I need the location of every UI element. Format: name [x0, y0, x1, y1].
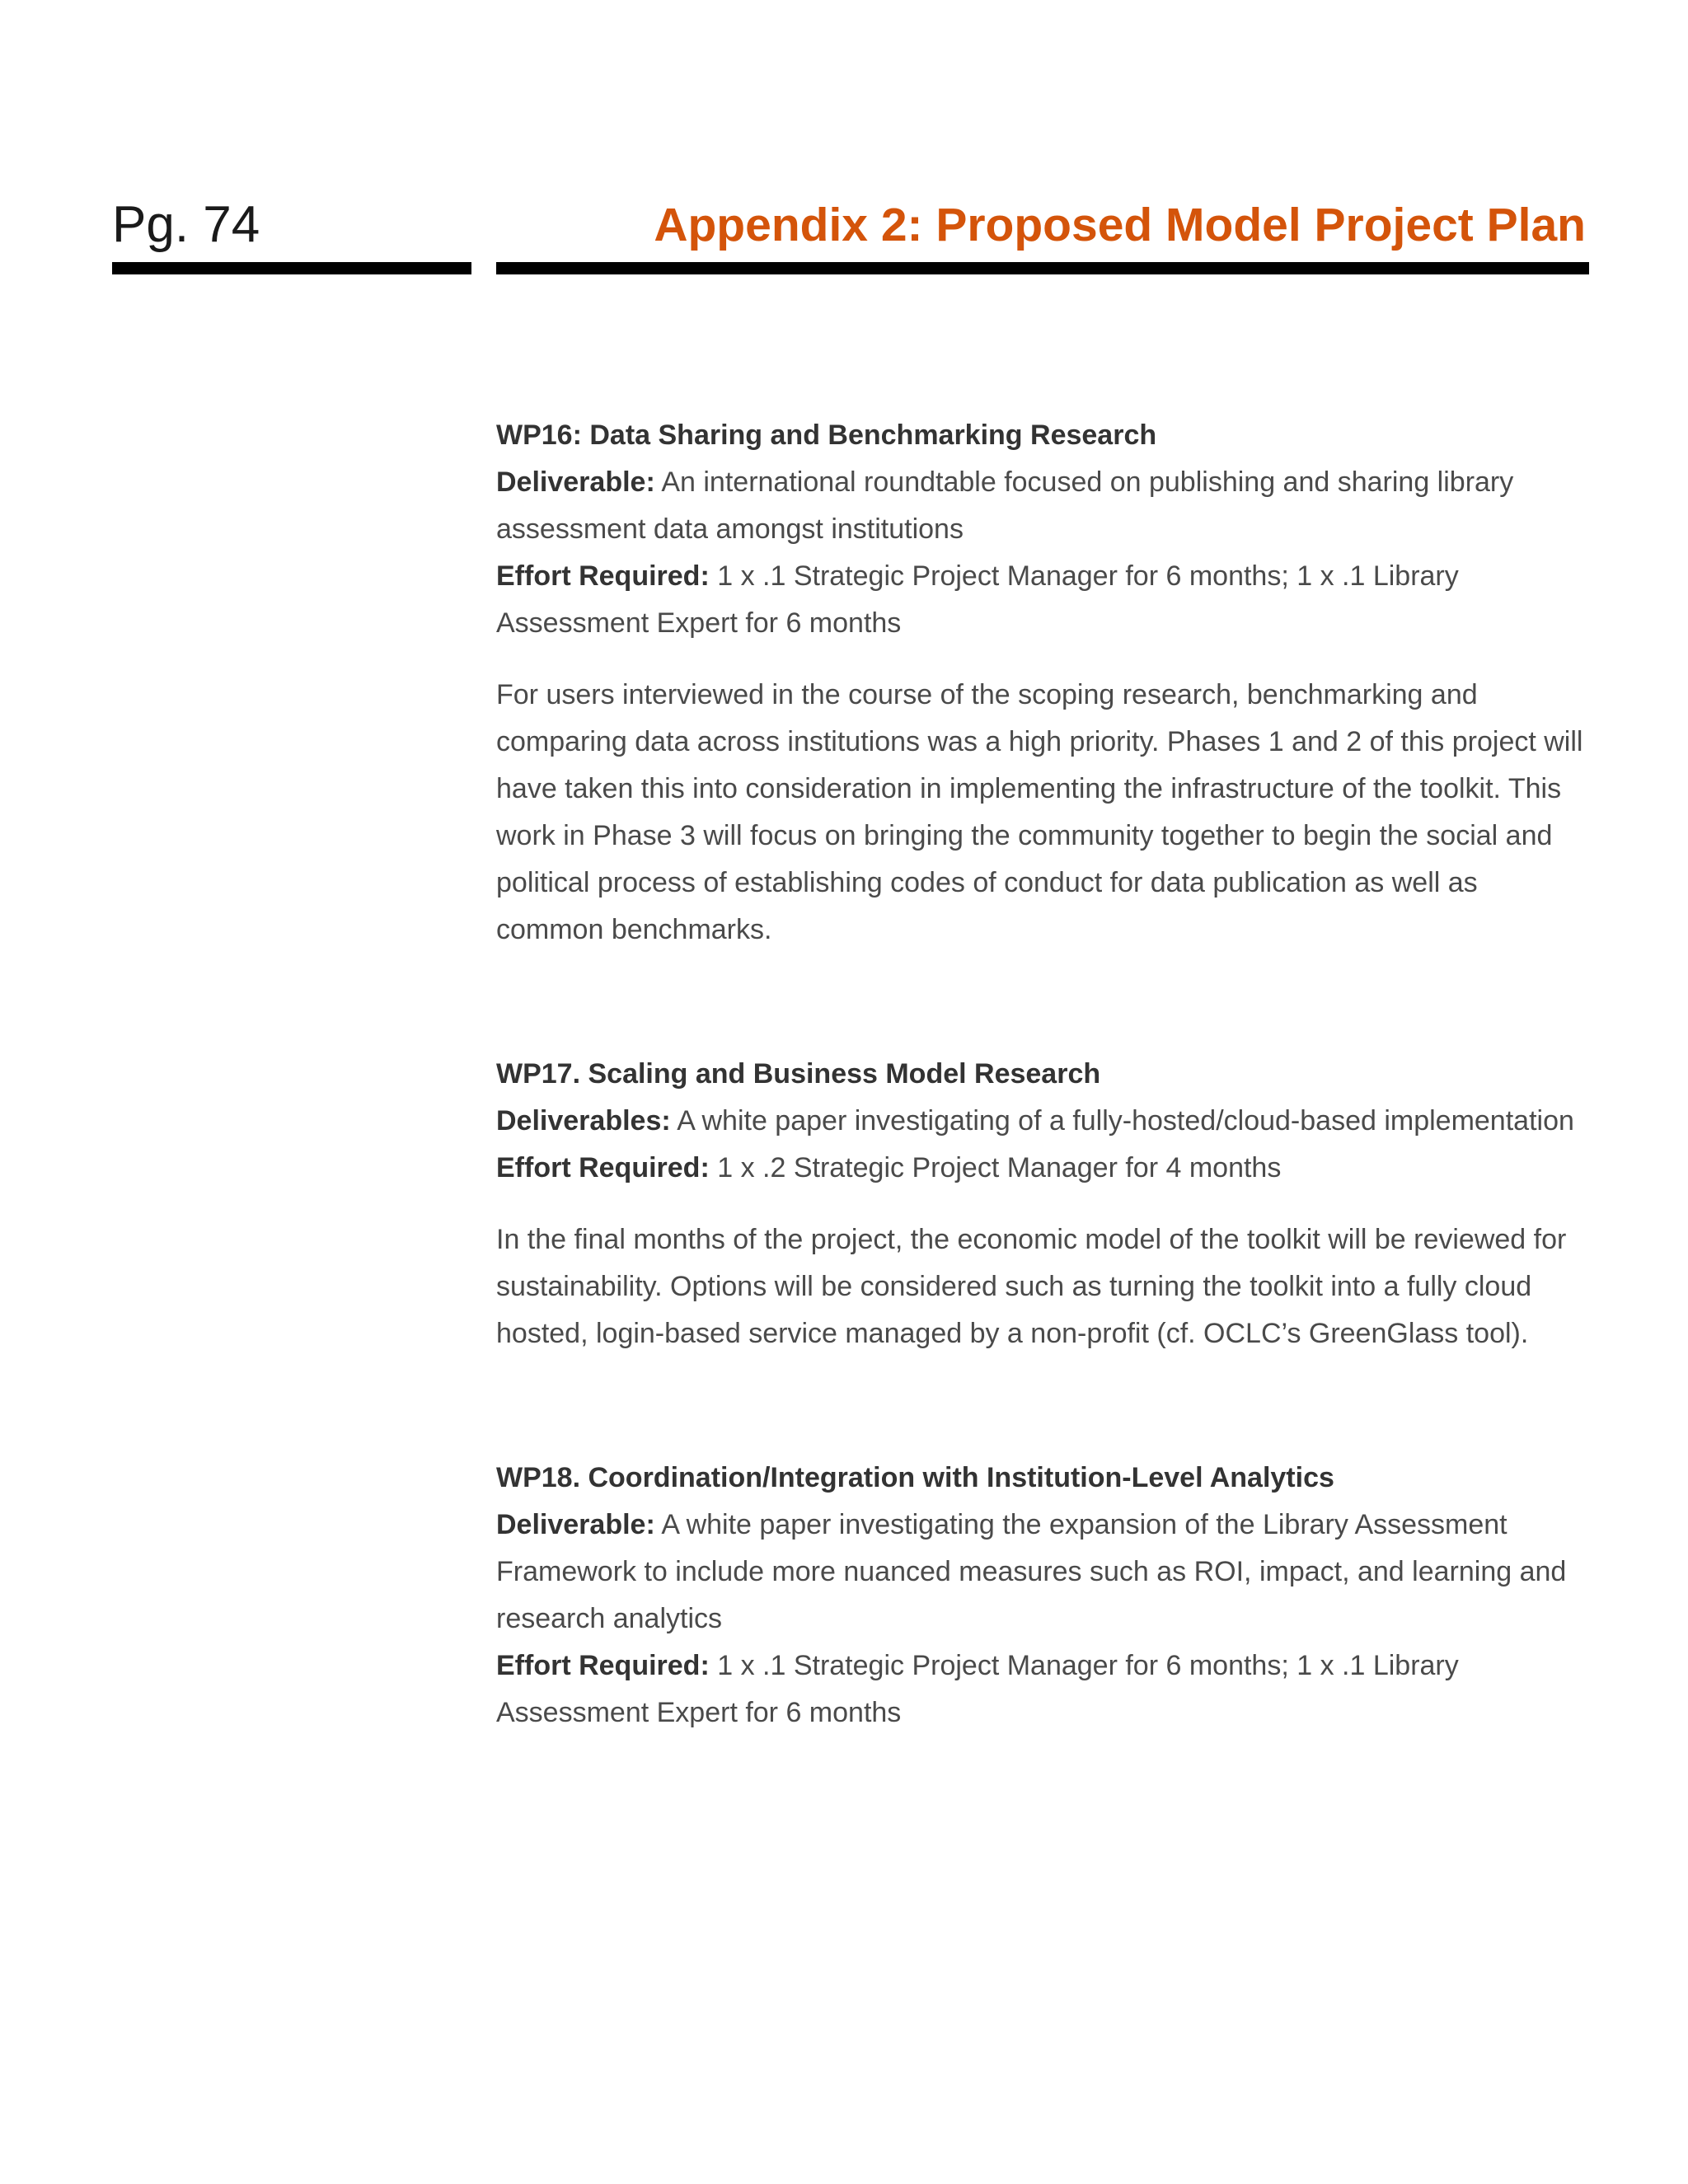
section-body: For users interviewed in the course of the scoping research, benchmarking and comparing data across institutions was a high priority. Phases 1 and 2 of this project will have taken this into consideration in implementing the infrastructure of the toolkit. This work in Phase 3 will focus on bringing the community together to begin the social and political process of establishing codes of conduct for data publication as well as common benchmarks. — [496, 679, 1583, 945]
effort-label: Effort Required: — [496, 1152, 710, 1183]
header-rule-left — [112, 262, 471, 274]
deliverable-label: Deliverable: — [496, 466, 655, 498]
page-number: Pg. 74 — [112, 196, 260, 253]
effort-text: 1 x .2 Strategic Project Manager for 4 months — [709, 1152, 1282, 1183]
deliverable-label: Deliverables: — [496, 1105, 671, 1137]
section-body: In the final months of the project, the economic model of the toolkit will be reviewed for sustainability. Options will be considered such as turning the toolkit into a fully cloud hosted, login-based service managed by a non-profit (cf. OCLC’s GreenGlass tool). — [496, 1224, 1567, 1349]
page-title: Appendix 2: Proposed Model Project Plan — [654, 199, 1586, 251]
main-content — [496, 412, 1589, 1736]
section-title: WP17. Scaling and Business Model Research — [496, 1058, 1101, 1090]
section-title: WP18. Coordination/Integration with Institution-Level Analytics — [496, 1462, 1334, 1493]
deliverable-label: Deliverable: — [496, 1509, 655, 1540]
deliverable-text: A white paper investigating of a fully-hosted/cloud-based implementation — [670, 1105, 1574, 1137]
section-wp17 — [496, 1051, 1589, 1357]
effort-text: 1 x .1 Strategic Project Manager for 6 months; 1 x .1 Library Assessment Expert for 6 months — [496, 560, 1459, 639]
effort-line — [496, 1145, 1589, 1192]
deliverable-text: A white paper investigating the expansion of the Library Assessment Framework to include more nuanced measures such as ROI, impact, and learning and research analytics — [496, 1509, 1567, 1634]
deliverable-line — [496, 459, 1589, 553]
section-wp18 — [496, 1455, 1589, 1736]
deliverable-text: An international roundtable focused on publishing and sharing library assessment data amongst institutions — [496, 466, 1514, 545]
effort-label: Effort Required: — [496, 1650, 710, 1681]
effort-line — [496, 553, 1589, 647]
effort-label: Effort Required: — [496, 560, 710, 592]
section-wp16 — [496, 412, 1589, 954]
effort-line — [496, 1643, 1589, 1736]
deliverable-line — [496, 1098, 1589, 1145]
section-title: WP16: Data Sharing and Benchmarking Research — [496, 419, 1157, 451]
effort-text: 1 x .1 Strategic Project Manager for 6 months; 1 x .1 Library Assessment Expert for 6 months — [496, 1650, 1459, 1728]
header-rule-right — [496, 262, 1589, 274]
deliverable-line — [496, 1502, 1589, 1643]
